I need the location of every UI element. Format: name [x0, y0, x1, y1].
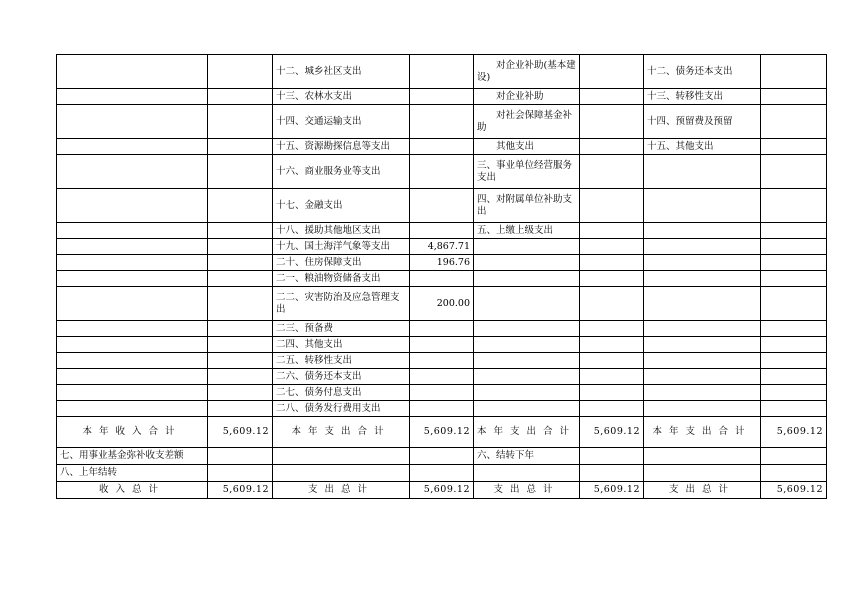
item-cell: 六、结转下年 [474, 448, 580, 465]
amount-cell [761, 105, 827, 139]
item-cell [644, 401, 761, 417]
item-cell: 二二、灾害防治及应急管理支出 [273, 287, 410, 321]
amount-cell: 196.76 [410, 255, 474, 271]
item-cell: 二八、债务发行费用支出 [273, 401, 410, 417]
amount-cell: 5,609.12 [761, 417, 827, 448]
amount-cell [410, 139, 474, 155]
item-cell [644, 369, 761, 385]
item-cell [644, 239, 761, 255]
table-row [57, 353, 827, 369]
item-cell: 支出总计 [474, 482, 580, 499]
amount-cell [410, 155, 474, 189]
item-cell [644, 255, 761, 271]
item-cell: 十四、预留费及预留 [644, 105, 761, 139]
amount-cell [761, 448, 827, 465]
amount-cell [761, 155, 827, 189]
item-cell: 二十、住房保障支出 [273, 255, 410, 271]
item-cell: 十八、援助其他地区支出 [273, 223, 410, 239]
item-cell [57, 255, 208, 271]
table-row [57, 385, 827, 401]
item-cell [474, 271, 580, 287]
item-cell [474, 287, 580, 321]
item-cell: 二四、其他支出 [273, 337, 410, 353]
item-cell [273, 448, 410, 465]
amount-cell [580, 385, 644, 401]
item-cell [57, 369, 208, 385]
amount-cell [580, 353, 644, 369]
item-cell [644, 321, 761, 337]
amount-cell: 5,609.12 [580, 417, 644, 448]
amount-cell [208, 155, 273, 189]
table-body [57, 55, 827, 499]
amount-cell: 5,609.12 [208, 482, 273, 499]
table-row [57, 417, 827, 448]
amount-cell [208, 385, 273, 401]
table-row [57, 337, 827, 353]
amount-cell [580, 255, 644, 271]
item-cell: 十五、资源勘探信息等支出 [273, 139, 410, 155]
amount-cell [580, 271, 644, 287]
item-cell [644, 465, 761, 482]
item-cell: 四、对附属单位补助支出 [474, 189, 580, 223]
amount-cell [580, 223, 644, 239]
table-row [57, 401, 827, 417]
item-cell [644, 448, 761, 465]
amount-cell [580, 369, 644, 385]
item-cell [474, 401, 580, 417]
table-row [57, 465, 827, 482]
item-cell [644, 189, 761, 223]
item-cell [57, 239, 208, 255]
amount-cell [761, 401, 827, 417]
amount-cell [761, 271, 827, 287]
amount-cell: 5,609.12 [580, 482, 644, 499]
item-cell: 对企业补助 [474, 89, 580, 105]
item-cell: 对社会保障基金补助 [474, 105, 580, 139]
item-cell: 十四、交通运输支出 [273, 105, 410, 139]
amount-cell [410, 369, 474, 385]
item-cell: 二一、粮油物资储备支出 [273, 271, 410, 287]
item-cell [57, 401, 208, 417]
amount-cell [410, 89, 474, 105]
item-cell [57, 271, 208, 287]
amount-cell [410, 271, 474, 287]
item-cell: 本年支出合计 [474, 417, 580, 448]
amount-cell: 5,609.12 [410, 482, 474, 499]
item-cell [644, 287, 761, 321]
item-cell: 三、事业单位经营服务支出 [474, 155, 580, 189]
item-cell [474, 385, 580, 401]
amount-cell [208, 89, 273, 105]
amount-cell: 200.00 [410, 287, 474, 321]
amount-cell [761, 223, 827, 239]
amount-cell [580, 155, 644, 189]
table-row [57, 271, 827, 287]
amount-cell [580, 448, 644, 465]
amount-cell [410, 448, 474, 465]
amount-cell [208, 189, 273, 223]
item-cell: 收入总计 [57, 482, 208, 499]
item-cell [644, 385, 761, 401]
amount-cell [410, 321, 474, 337]
amount-cell: 5,609.12 [410, 417, 474, 448]
amount-cell [208, 353, 273, 369]
table-row [57, 369, 827, 385]
table-row [57, 321, 827, 337]
item-cell [57, 89, 208, 105]
item-cell [644, 223, 761, 239]
amount-cell [208, 287, 273, 321]
item-cell: 支出总计 [644, 482, 761, 499]
amount-cell [761, 321, 827, 337]
amount-cell [410, 105, 474, 139]
amount-cell [208, 337, 273, 353]
item-cell [644, 271, 761, 287]
amount-cell [580, 465, 644, 482]
amount-cell [761, 337, 827, 353]
amount-cell [208, 448, 273, 465]
item-cell: 本年支出合计 [644, 417, 761, 448]
item-cell: 二五、转移性支出 [273, 353, 410, 369]
amount-cell [410, 353, 474, 369]
item-cell [474, 239, 580, 255]
item-cell: 本年支出合计 [273, 417, 410, 448]
item-cell: 十二、债务还本支出 [644, 55, 761, 89]
amount-cell [580, 105, 644, 139]
amount-cell [208, 271, 273, 287]
item-cell: 支出总计 [273, 482, 410, 499]
item-cell: 十二、城乡社区支出 [273, 55, 410, 89]
item-cell [474, 337, 580, 353]
table-row [57, 55, 827, 89]
amount-cell [580, 401, 644, 417]
item-cell [474, 353, 580, 369]
table-row [57, 139, 827, 155]
amount-cell [761, 89, 827, 105]
amount-cell [761, 385, 827, 401]
item-cell [644, 155, 761, 189]
amount-cell [580, 321, 644, 337]
amount-cell [410, 223, 474, 239]
amount-cell [208, 239, 273, 255]
amount-cell [580, 139, 644, 155]
item-cell: 二六、债务还本支出 [273, 369, 410, 385]
amount-cell [410, 385, 474, 401]
item-cell [474, 255, 580, 271]
amount-cell [580, 89, 644, 105]
amount-cell [761, 465, 827, 482]
budget-summary-table [56, 54, 827, 499]
amount-cell [761, 369, 827, 385]
item-cell: 十六、商业服务业等支出 [273, 155, 410, 189]
item-cell: 十三、转移性支出 [644, 89, 761, 105]
item-cell [57, 105, 208, 139]
item-cell: 七、用事业基金弥补收支差额 [57, 448, 208, 465]
item-cell [57, 353, 208, 369]
item-cell [57, 287, 208, 321]
table-row [57, 482, 827, 499]
table-row [57, 155, 827, 189]
item-cell [57, 337, 208, 353]
item-cell [474, 369, 580, 385]
amount-cell [208, 255, 273, 271]
amount-cell [208, 55, 273, 89]
amount-cell [761, 55, 827, 89]
amount-cell [208, 321, 273, 337]
item-cell [57, 55, 208, 89]
amount-cell [761, 239, 827, 255]
item-cell [57, 223, 208, 239]
amount-cell [410, 55, 474, 89]
item-cell: 十九、国土海洋气象等支出 [273, 239, 410, 255]
item-cell: 十五、其他支出 [644, 139, 761, 155]
table-row [57, 287, 827, 321]
amount-cell [208, 465, 273, 482]
amount-cell [580, 55, 644, 89]
item-cell [57, 385, 208, 401]
table-row [57, 255, 827, 271]
item-cell: 八、上年结转 [57, 465, 208, 482]
amount-cell [208, 139, 273, 155]
item-cell [644, 337, 761, 353]
item-cell: 本年收入合计 [57, 417, 208, 448]
amount-cell [208, 401, 273, 417]
amount-cell [208, 369, 273, 385]
item-cell: 对企业补助(基本建设) [474, 55, 580, 89]
amount-cell [761, 287, 827, 321]
item-cell: 十七、金融支出 [273, 189, 410, 223]
table-row [57, 448, 827, 465]
item-cell: 十三、农林水支出 [273, 89, 410, 105]
item-cell: 二七、债务付息支出 [273, 385, 410, 401]
amount-cell [761, 189, 827, 223]
item-cell: 五、上缴上级支出 [474, 223, 580, 239]
item-cell [644, 353, 761, 369]
item-cell: 其他支出 [474, 139, 580, 155]
item-cell [57, 155, 208, 189]
amount-cell [410, 189, 474, 223]
amount-cell [761, 139, 827, 155]
amount-cell [580, 337, 644, 353]
amount-cell: 4,867.71 [410, 239, 474, 255]
item-cell [474, 321, 580, 337]
amount-cell [208, 223, 273, 239]
amount-cell: 5,609.12 [761, 482, 827, 499]
amount-cell: 5,609.12 [208, 417, 273, 448]
table-row [57, 105, 827, 139]
amount-cell [761, 255, 827, 271]
item-cell [57, 189, 208, 223]
amount-cell [410, 465, 474, 482]
table-row [57, 89, 827, 105]
amount-cell [410, 337, 474, 353]
amount-cell [410, 401, 474, 417]
item-cell [273, 465, 410, 482]
item-cell [474, 465, 580, 482]
amount-cell [580, 189, 644, 223]
table-row [57, 189, 827, 223]
item-cell [57, 321, 208, 337]
amount-cell [208, 105, 273, 139]
item-cell [57, 139, 208, 155]
amount-cell [761, 353, 827, 369]
amount-cell [580, 239, 644, 255]
amount-cell [580, 287, 644, 321]
table-row [57, 223, 827, 239]
table-row [57, 239, 827, 255]
item-cell: 二三、预备费 [273, 321, 410, 337]
